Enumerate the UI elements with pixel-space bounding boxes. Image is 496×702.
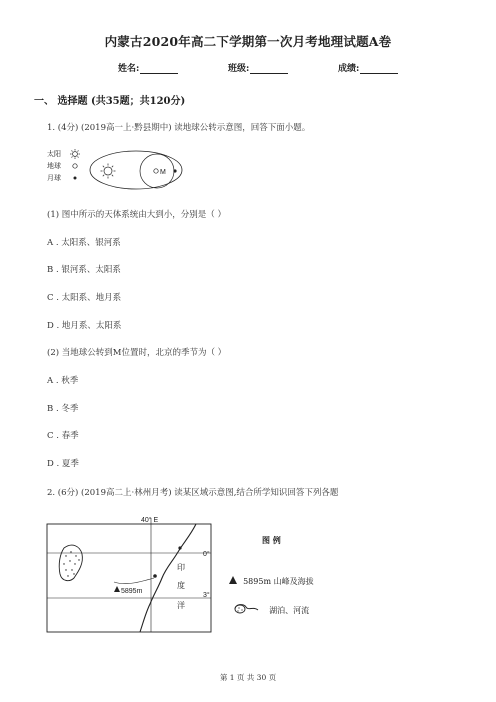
q1-sub2-option-d[interactable]: D . 夏季 xyxy=(47,459,79,469)
legend-sun-icon xyxy=(70,149,80,159)
name-label: 姓名: xyxy=(118,64,140,74)
ocean-label-3: 洋 xyxy=(177,601,185,610)
q1-sub1-option-b[interactable]: B . 银河系、太阳系 xyxy=(47,265,121,275)
score-blank xyxy=(360,64,398,74)
coastal-point-2 xyxy=(178,546,181,549)
latitude-label-3: 3° xyxy=(203,592,210,599)
orbit-diagram xyxy=(46,144,196,190)
q1-sub2-option-a[interactable]: A . 秋季 xyxy=(47,376,79,386)
name-field xyxy=(118,61,178,74)
longitude-label: 40° E xyxy=(141,517,159,524)
class-blank xyxy=(250,64,288,74)
lake-shape xyxy=(59,545,82,581)
name-blank xyxy=(140,64,178,74)
m-marker-label: M xyxy=(160,169,166,176)
latitude-label-0: 0° xyxy=(203,551,210,558)
legend-lake-icon xyxy=(232,602,260,616)
sub-question-1-stem: (1) 图中所示的天体系统由大到小，分别是（ ） xyxy=(47,210,226,220)
score-label: 成绩: xyxy=(338,64,360,74)
question-2-stem: 2. (6分) (2019高二上·林州月考) 读某区域示意图,结合所学知识回答下列各题 xyxy=(47,488,339,498)
river xyxy=(114,578,154,584)
legend-moon-text: 月球 xyxy=(47,175,61,182)
q1-sub2-option-b[interactable]: B . 冬季 xyxy=(47,404,79,414)
region-map xyxy=(44,512,224,636)
q1-sub2-option-c[interactable]: C . 春季 xyxy=(47,431,79,441)
peak-icon xyxy=(114,586,120,592)
legend-earth-text: 地球 xyxy=(47,163,61,170)
legend-peak-row xyxy=(228,569,314,588)
page-footer: 第 1 页 共 30 页 xyxy=(219,673,277,682)
legend-sun-text: 太阳 xyxy=(47,151,61,158)
q1-sub1-option-d[interactable]: D . 地月系、太阳系 xyxy=(47,321,122,331)
coastline xyxy=(140,524,196,632)
legend-lake-text: 湖泊、河流 xyxy=(269,606,310,615)
page-title: 内蒙古2020年高二下学期第一次月考地理试题A卷 xyxy=(104,34,392,49)
coastal-point-1 xyxy=(153,574,157,578)
sub-question-2-stem: (2) 当地球公转到M位置时，北京的季节为（ ） xyxy=(47,348,227,358)
q1-sub1-option-a[interactable]: A . 太阳系、银河系 xyxy=(47,238,121,248)
moon-orbit xyxy=(140,154,174,188)
legend-moon-icon xyxy=(74,177,77,180)
class-field xyxy=(228,61,288,74)
ocean-label-2: 度 xyxy=(177,581,185,590)
ocean-label-1: 印 xyxy=(177,563,185,572)
orbit-diagram-svg xyxy=(46,144,196,190)
legend-peak-text: 5895m 山峰及海拔 xyxy=(243,577,314,586)
question-1-stem: 1. (4分) (2019高一上·黔县期中) 读地球公转示意图，回答下面小题。 xyxy=(47,123,311,133)
peak-label: 5895m xyxy=(121,588,143,595)
section-heading: 一、 选择题 (共35题；共120分) xyxy=(34,96,186,107)
central-sun-icon xyxy=(101,164,116,179)
class-label: 班级: xyxy=(228,64,250,74)
q1-sub1-option-c[interactable]: C . 太阳系、地月系 xyxy=(47,293,122,303)
score-field xyxy=(338,61,398,74)
legend-lake-row xyxy=(232,598,309,617)
region-map-svg xyxy=(44,512,224,636)
legend-earth-icon xyxy=(73,164,77,168)
earth-at-m xyxy=(154,169,158,173)
moon-at-m xyxy=(173,169,176,172)
map-legend-title: 图 例 xyxy=(262,535,281,545)
legend-peak-icon xyxy=(228,575,238,585)
